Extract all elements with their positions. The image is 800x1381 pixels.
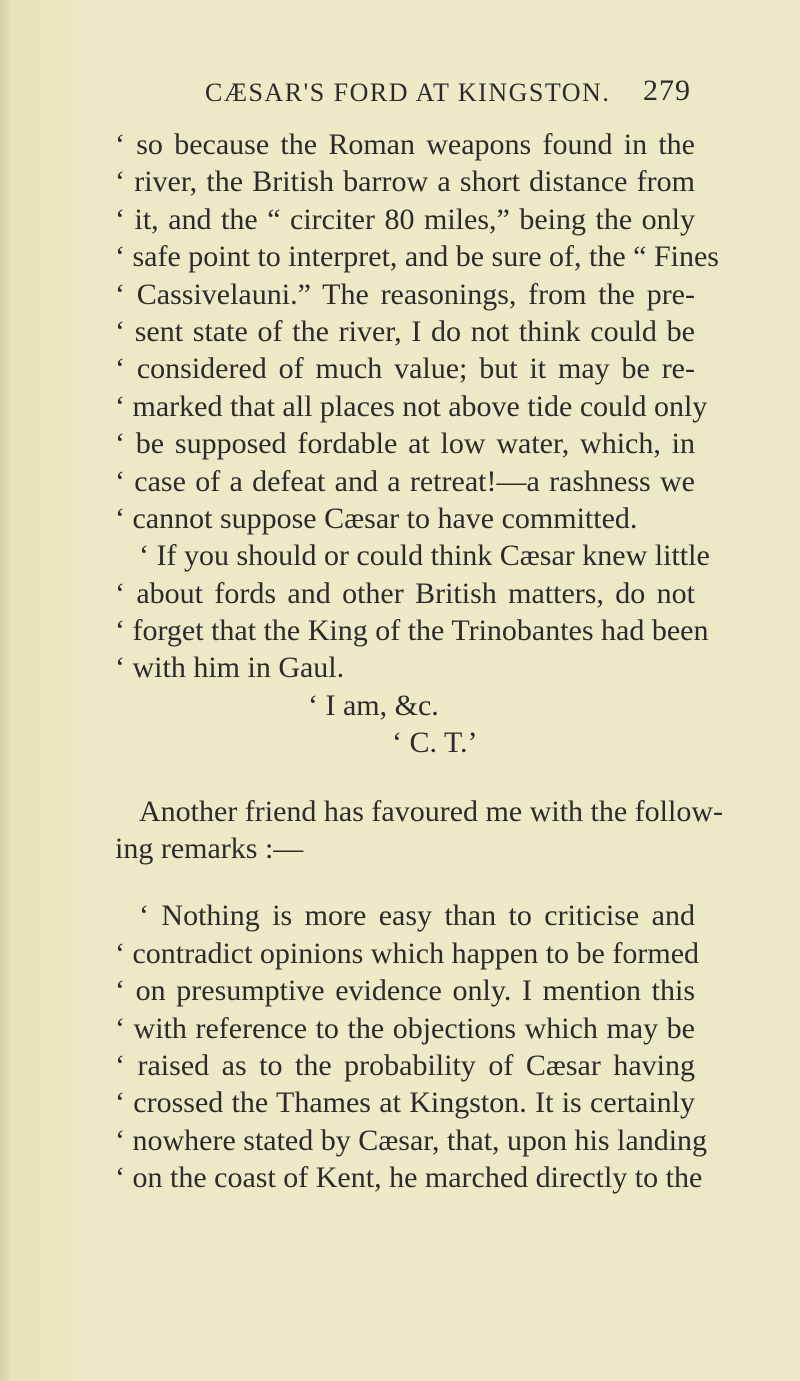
text-line: ‘ case of a defeat and a retreat!—a rashness we	[115, 464, 695, 498]
body-text	[115, 126, 723, 1197]
text-line: Another friend has favoured me with the follow-	[139, 794, 723, 828]
text-line: ‘ river, the British barrow a short distance from	[115, 165, 695, 199]
page-number: 279	[643, 74, 691, 107]
signature-initials: ‘ C. T.’	[392, 726, 478, 760]
text-line: ‘ on the coast of Kent, he marched directly to the	[115, 1161, 703, 1195]
text-line: ‘ Nothing is more easy than to criticise and	[139, 899, 695, 933]
text-line: ‘ considered of much value; but it may be re-	[115, 352, 695, 386]
text-line: ‘ nowhere stated by Cæsar, that, upon his landing	[115, 1123, 708, 1157]
text-line: ‘ with reference to the objections which may be	[115, 1011, 695, 1045]
text-line: ‘ Cassivelauni.” The reasonings, from the pre-	[115, 277, 695, 311]
text-line: ‘ forget that the King of the Trinobantes had been	[115, 614, 709, 648]
running-title: CÆSAR'S FORD AT KINGSTON.	[205, 78, 611, 107]
text-line: ‘ with him in Gaul.	[115, 651, 345, 685]
text-line: ‘ If you should or could think Cæsar knew little	[139, 539, 710, 573]
text-line: ‘ so because the Roman weapons found in the	[115, 128, 695, 161]
text-line: ‘ sent state of the river, I do not think could be	[115, 314, 695, 348]
text-line: ‘ be supposed fordable at low water, which, in	[115, 427, 695, 461]
text-line: ‘ it, and the “ circiter 80 miles,” being the only	[115, 202, 695, 236]
text-line: ‘ marked that all places not above tide could only	[115, 389, 708, 423]
text-line: ‘ about fords and other British matters, do not	[115, 576, 695, 610]
page-gutter-shadow	[0, 0, 12, 1381]
text-line: ing remarks :—	[115, 832, 304, 866]
text-line: ‘ on presumptive evidence only. I mention this	[115, 974, 695, 1008]
text-line: ‘ raised as to the probability of Cæsar having	[115, 1048, 695, 1082]
running-head	[205, 74, 691, 108]
signature-line: ‘ I am, &c.	[308, 688, 439, 722]
text-line: ‘ safe point to interpret, and be sure of, the “ Fines	[115, 240, 719, 274]
text-line: ‘ contradict opinions which happen to be formed	[115, 936, 700, 970]
text-line: ‘ cannot suppose Cæsar to have committed.	[115, 501, 638, 535]
text-line: ‘ crossed the Thames at Kingston. It is certainly	[115, 1086, 695, 1120]
